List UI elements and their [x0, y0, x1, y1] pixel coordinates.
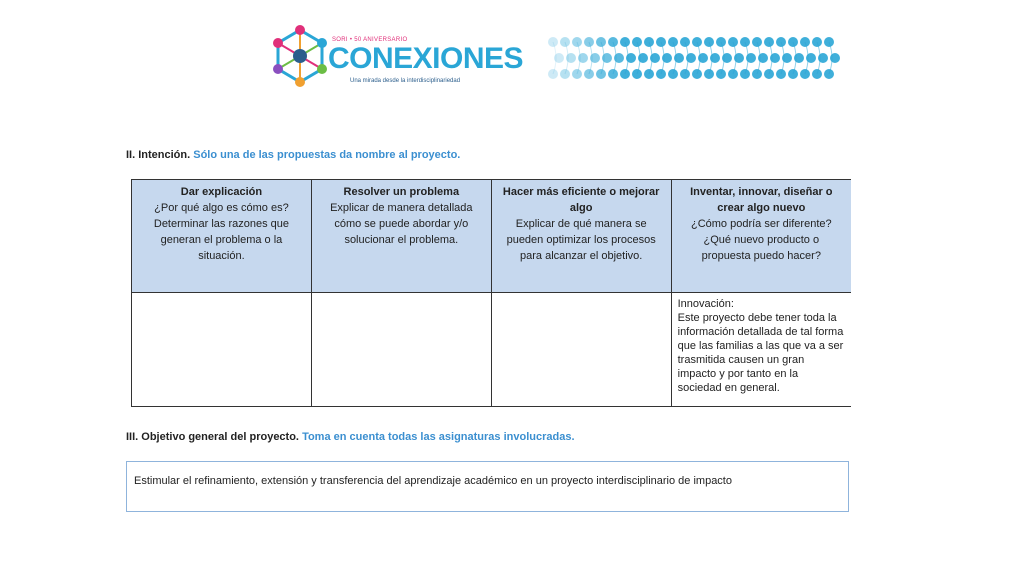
intent-table — [131, 179, 851, 407]
table-answer-row — [132, 293, 852, 407]
objective-title: III. Objetivo general del proyecto. — [126, 431, 299, 443]
logo-subtitle: Una mirada desde la interdisciplinariedad — [350, 78, 461, 84]
header-cell-improve — [491, 180, 671, 293]
objective-text: Estimular el refinamiento, extensión y transferencia del aprendizaje académico en un proyecto interdisciplinario de impacto — [134, 475, 732, 487]
header-cell-innovate — [671, 180, 851, 293]
intent-hint: Sólo una de las propuestas da nombre al proyecto. — [193, 149, 461, 161]
intent-heading — [126, 149, 460, 161]
column-title: Resolver un problema — [343, 186, 460, 198]
answer-cell-improve[interactable] — [491, 293, 671, 407]
answer-cell-explain[interactable] — [132, 293, 312, 407]
pattern-dot — [668, 69, 678, 79]
innovation-text: Este proyecto debe tener toda la información detallada de tal forma que las familias a las que va a ser trasmitida causen un gran impacto y por tanto en la sociedad en general. — [677, 312, 844, 394]
pattern-dot — [668, 37, 678, 47]
table-header-row — [132, 180, 852, 293]
column-title: Hacer más eficiente o mejorar algo — [502, 186, 660, 214]
objective-heading — [126, 431, 575, 443]
column-description: ¿Por qué algo es cómo es? Determinar las razones que generan el problema o la situación. — [153, 202, 289, 262]
pattern-dot — [572, 37, 582, 47]
objective-hint: Toma en cuenta todas las asignaturas involucradas. — [302, 431, 575, 443]
logo-tagline: SORI • 50 ANIVERSARIO — [332, 37, 408, 43]
intent-title: II. Intención. — [126, 149, 191, 161]
column-description: Explicar de qué manera se pueden optimizar los procesos para alcanzar el objetivo. — [506, 218, 656, 262]
answer-cell-solve[interactable] — [311, 293, 491, 407]
decorative-dot-pattern — [545, 32, 840, 84]
column-description: ¿Cómo podría ser diferente? ¿Qué nuevo producto o propuesta puedo hacer? — [690, 218, 832, 262]
column-description: Explicar de manera detallada cómo se puede abordar y/o solucionar el problema. — [330, 202, 473, 246]
molecule-logo-icon — [270, 24, 330, 88]
header-cell-solve — [311, 180, 491, 293]
logo-title: CONEXIONES — [328, 42, 524, 75]
column-title: Dar explicación — [180, 186, 263, 198]
conexiones-logo — [270, 24, 524, 88]
answer-cell-innovate[interactable] — [671, 293, 851, 407]
column-title: Inventar, innovar, diseñar o crear algo nuevo — [690, 186, 833, 214]
innovation-label: Innovación: — [677, 298, 734, 310]
objective-text-box[interactable] — [126, 461, 849, 512]
header-cell-explain — [132, 180, 312, 293]
pattern-dot — [572, 69, 582, 79]
